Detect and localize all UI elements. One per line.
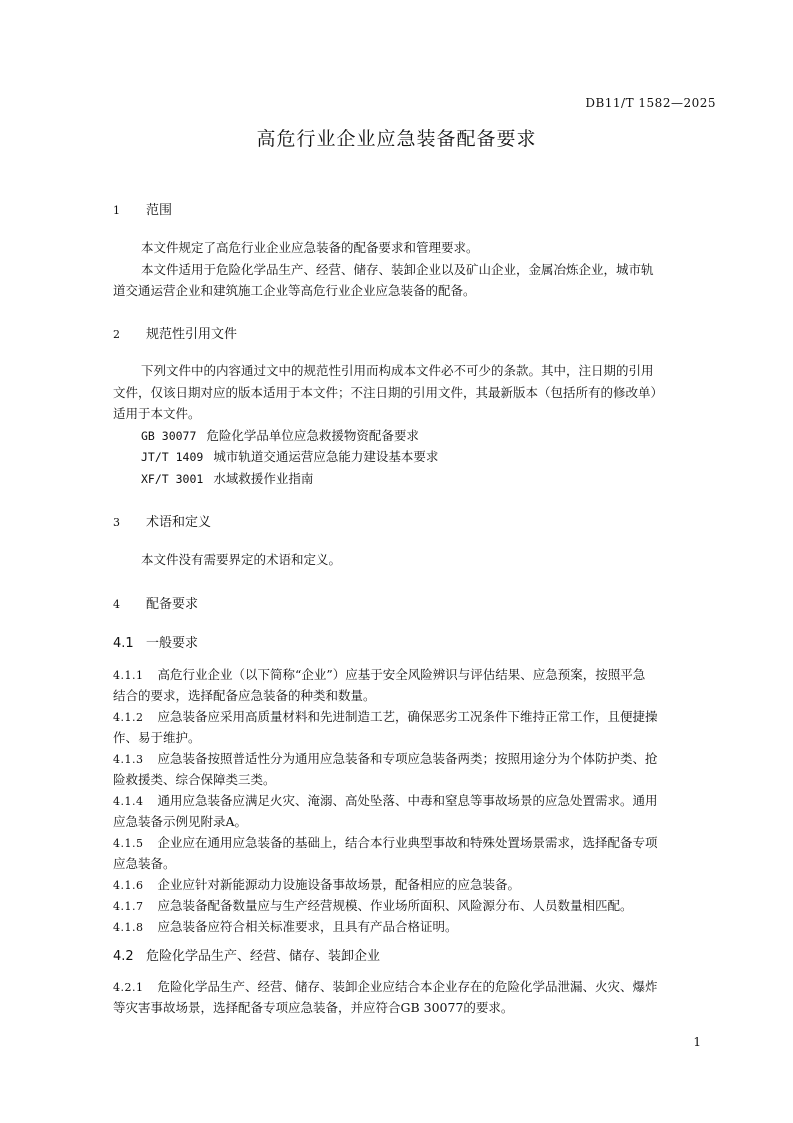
clause-text: 通用应急装备应满足火灾、淹溺、高处坠落、中毒和窒息等事故场景的应急处置需求。通用 bbox=[157, 793, 658, 808]
clause-continued: 等灾害事故场景，选择配备专项应急装备，并应符合GB 30077的要求。 bbox=[113, 1000, 514, 1015]
reference-title: 城市轨道交通运营应急能力建设基本要求 bbox=[213, 449, 439, 464]
clause-continued: 应急装备。 bbox=[113, 856, 176, 871]
clause-number: 4.1.8 bbox=[113, 921, 144, 934]
reference-item bbox=[141, 426, 419, 446]
section-title: 术语和定义 bbox=[146, 515, 212, 530]
clause bbox=[113, 977, 658, 998]
clause-number: 4.2.1 bbox=[113, 981, 144, 994]
clause bbox=[113, 896, 633, 917]
clause-continued: 应急装备示例见附录A。 bbox=[113, 814, 248, 829]
clause-text: 企业应在通用应急装备的基础上，结合本行业典型事故和特殊处置场景需求，选择配备专项 bbox=[157, 835, 658, 850]
standard-number: DB11/T 1582—2025 bbox=[585, 96, 716, 110]
section-number: 1 bbox=[113, 204, 120, 217]
subsection-4-2-heading bbox=[113, 945, 380, 964]
clause-text: 应急装备按照普适性分为通用应急装备和专项应急装备两类；按照用途分为个体防护类、抢 bbox=[157, 751, 658, 766]
clause-text: 危险化学品生产、经营、储存、装卸企业应结合本企业存在的危险化学品泄漏、火灾、爆炸 bbox=[157, 979, 658, 994]
paragraph: 本文件没有需要界定的术语和定义。 bbox=[141, 552, 342, 567]
section-2-heading bbox=[113, 323, 237, 342]
clause bbox=[113, 707, 658, 728]
paragraph: 本文件规定了高危行业企业应急装备的配备要求和管理要求。 bbox=[141, 240, 479, 255]
clause bbox=[113, 749, 658, 770]
clause bbox=[113, 917, 458, 938]
subsection-4-1-heading bbox=[113, 632, 198, 651]
section-number: 4 bbox=[113, 598, 120, 611]
section-title: 规范性引用文件 bbox=[146, 327, 238, 342]
clause-text: 应急装备配备数量应与生产经营规模、作业场所面积、风险源分布、人员数量相匹配。 bbox=[157, 898, 633, 913]
clause-text: 高危行业企业（以下简称“企业”）应基于安全风险辨识与评估结果、应急预案，按照平急 bbox=[157, 667, 646, 682]
clause-number: 4.1.7 bbox=[113, 900, 144, 913]
section-number: 3 bbox=[113, 516, 120, 529]
clause bbox=[113, 875, 520, 896]
section-title: 配备要求 bbox=[146, 597, 199, 612]
reference-code: GB 30077 bbox=[141, 429, 197, 443]
clause-number: 4.1.5 bbox=[113, 837, 144, 850]
clause-continued: 作、易于维护。 bbox=[113, 730, 201, 745]
paragraph-continued: 道交通运营企业和建筑施工企业等高危行业企业应急装备的配备。 bbox=[113, 283, 476, 298]
clause-number: 4.1.6 bbox=[113, 879, 144, 892]
reference-code: XF/T 3001 bbox=[141, 472, 204, 486]
reference-item bbox=[141, 447, 438, 467]
section-3-heading bbox=[113, 511, 211, 530]
document-title: 高危行业企业应急装备配备要求 bbox=[256, 128, 537, 150]
reference-item bbox=[141, 469, 313, 489]
subsection-number: 4.1 bbox=[113, 636, 134, 651]
section-4-heading bbox=[113, 593, 198, 612]
clause bbox=[113, 791, 658, 812]
clause-text: 企业应针对新能源动力设施设备事故场景，配备相应的应急装备。 bbox=[157, 877, 521, 892]
clause-number: 4.1.1 bbox=[113, 669, 144, 682]
clause-number: 4.1.4 bbox=[113, 795, 144, 808]
reference-title: 危险化学品单位应急救援物资配备要求 bbox=[206, 428, 419, 443]
paragraph: 本文件适用于危险化学品生产、经营、储存、装卸企业以及矿山企业，金属冶炼企业，城市轨 bbox=[141, 262, 654, 277]
section-1-heading bbox=[113, 199, 172, 218]
subsection-title: 一般要求 bbox=[146, 636, 199, 651]
clause-continued: 险救援类、综合保障类三类。 bbox=[113, 772, 276, 787]
paragraph-continued: 文件，仅该日期对应的版本适用于本文件；不注日期的引用文件，其最新版本（包括所有的修改单） bbox=[113, 385, 664, 400]
clause-number: 4.1.2 bbox=[113, 711, 144, 724]
section-title: 范围 bbox=[146, 203, 173, 218]
clause-continued: 结合的要求，选择配备应急装备的种类和数量。 bbox=[113, 688, 376, 703]
section-number: 2 bbox=[113, 328, 120, 341]
subsection-number: 4.2 bbox=[113, 949, 134, 964]
clause bbox=[113, 833, 658, 854]
clause-text: 应急装备应符合相关标准要求，且具有产品合格证明。 bbox=[157, 919, 458, 934]
paragraph: 下列文件中的内容通过文中的规范性引用而构成本文件必不可少的条款。其中，注日期的引用 bbox=[141, 363, 654, 378]
reference-code: JT/T 1409 bbox=[141, 450, 204, 464]
clause bbox=[113, 665, 645, 686]
page-number: 1 bbox=[693, 1035, 701, 1049]
clause-number: 4.1.3 bbox=[113, 753, 144, 766]
reference-title: 水域救援作业指南 bbox=[213, 471, 314, 486]
clause-text: 应急装备应采用高质量材料和先进制造工艺，确保恶劣工况条件下维持正常工作，且便捷操 bbox=[157, 709, 658, 724]
subsection-title: 危险化学品生产、经营、储存、装卸企业 bbox=[146, 949, 381, 964]
paragraph-continued: 适用于本文件。 bbox=[113, 406, 201, 421]
